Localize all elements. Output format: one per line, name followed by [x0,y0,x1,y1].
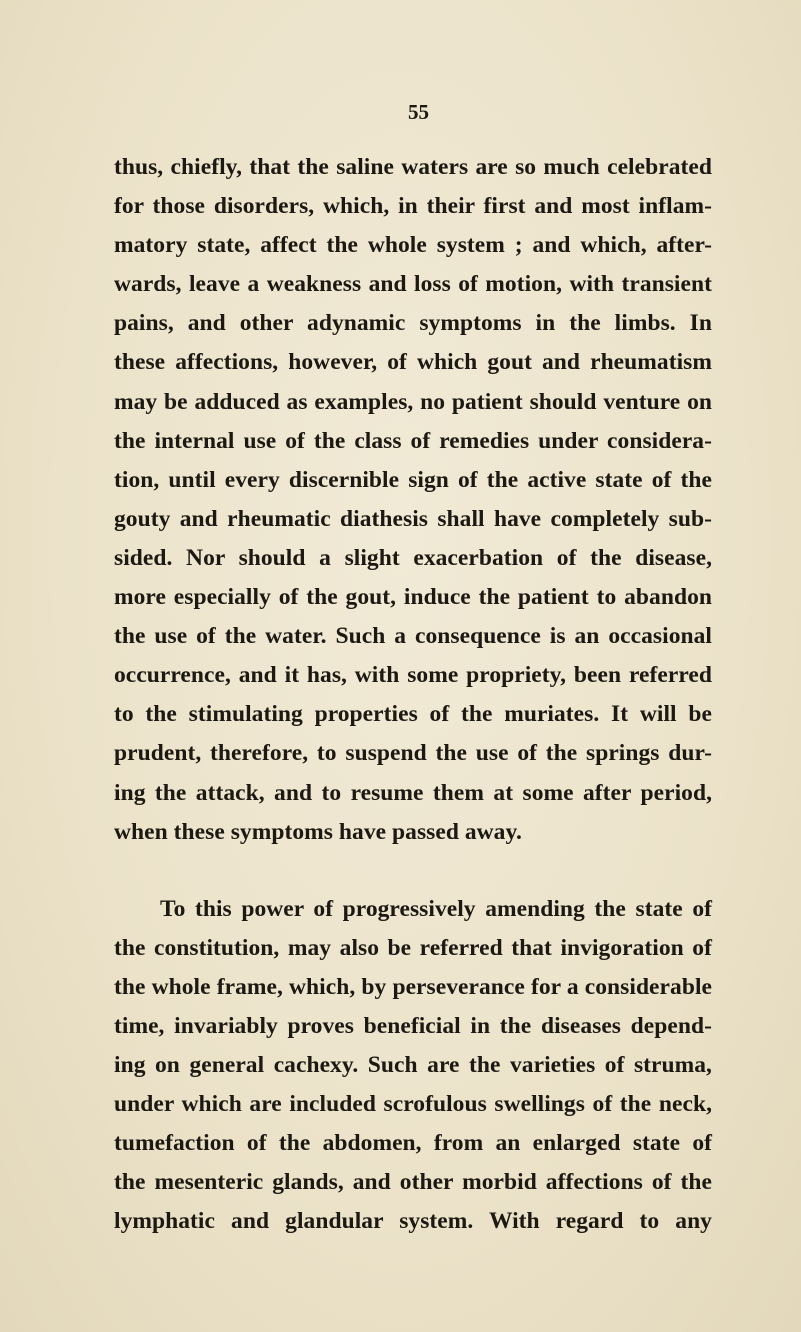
paragraph-gap [114,852,712,890]
text-line: more especially of the gout, induce the patient to abandon [114,584,712,611]
paragraph-2 [114,890,712,1242]
text-line: ing on general cachexy. Such are the varieties of struma, [114,1052,712,1079]
text-line: ing the attack, and to resume them at some after period, [114,779,712,806]
text-line: To this power of progressively amending the state of [160,895,712,922]
text-line: for those disorders, which, in their first and most inflam- [114,193,712,220]
body-text [114,148,712,1242]
text-line: may be adduced as examples, no patient should venture on [114,388,712,415]
text-line: gouty and rheumatic diathesis shall have completely sub- [114,505,712,532]
text-line: pains, and other adynamic symptoms in the limbs. In [114,310,712,337]
text-line: when these symptoms have passed away. [114,818,522,845]
page-number: 55 [408,100,429,124]
text-line: tumefaction of the abdomen, from an enlarged state of [114,1130,712,1157]
text-line: sided. Nor should a slight exacerbation of the disease, [114,544,712,571]
text-line: thus, chiefly, that the saline waters are so much celebrated [114,154,712,180]
text-line: lymphatic and glandular system. With regard to any [114,1208,712,1235]
text-line: these affections, however, of which gout and rheumatism [114,349,712,376]
text-line: tion, until every discernible sign of the active state of the [114,466,712,493]
text-line: to the stimulating properties of the muriates. It will be [114,701,712,728]
text-line: prudent, therefore, to suspend the use of the springs dur- [114,740,712,767]
text-line: the internal use of the class of remedies under considera- [114,427,712,454]
text-line: the constitution, may also be referred that invigoration of [114,934,712,961]
text-line: occurrence, and it has, with some propriety, been referred [114,662,712,689]
paragraph-1 [114,148,712,852]
text-line: matory state, affect the whole system ; and which, after- [114,232,712,259]
text-line: the whole frame, which, by perseverance for a considerable [114,973,712,1000]
text-line: time, invariably proves beneficial in the diseases depend- [114,1012,712,1039]
text-line: wards, leave a weakness and loss of motion, with transient [114,271,712,298]
text-line: the use of the water. Such a consequence is an occasional [114,623,712,650]
text-line: the mesenteric glands, and other morbid affections of the [114,1169,712,1196]
text-line: under which are included scrofulous swellings of the neck, [114,1091,712,1118]
